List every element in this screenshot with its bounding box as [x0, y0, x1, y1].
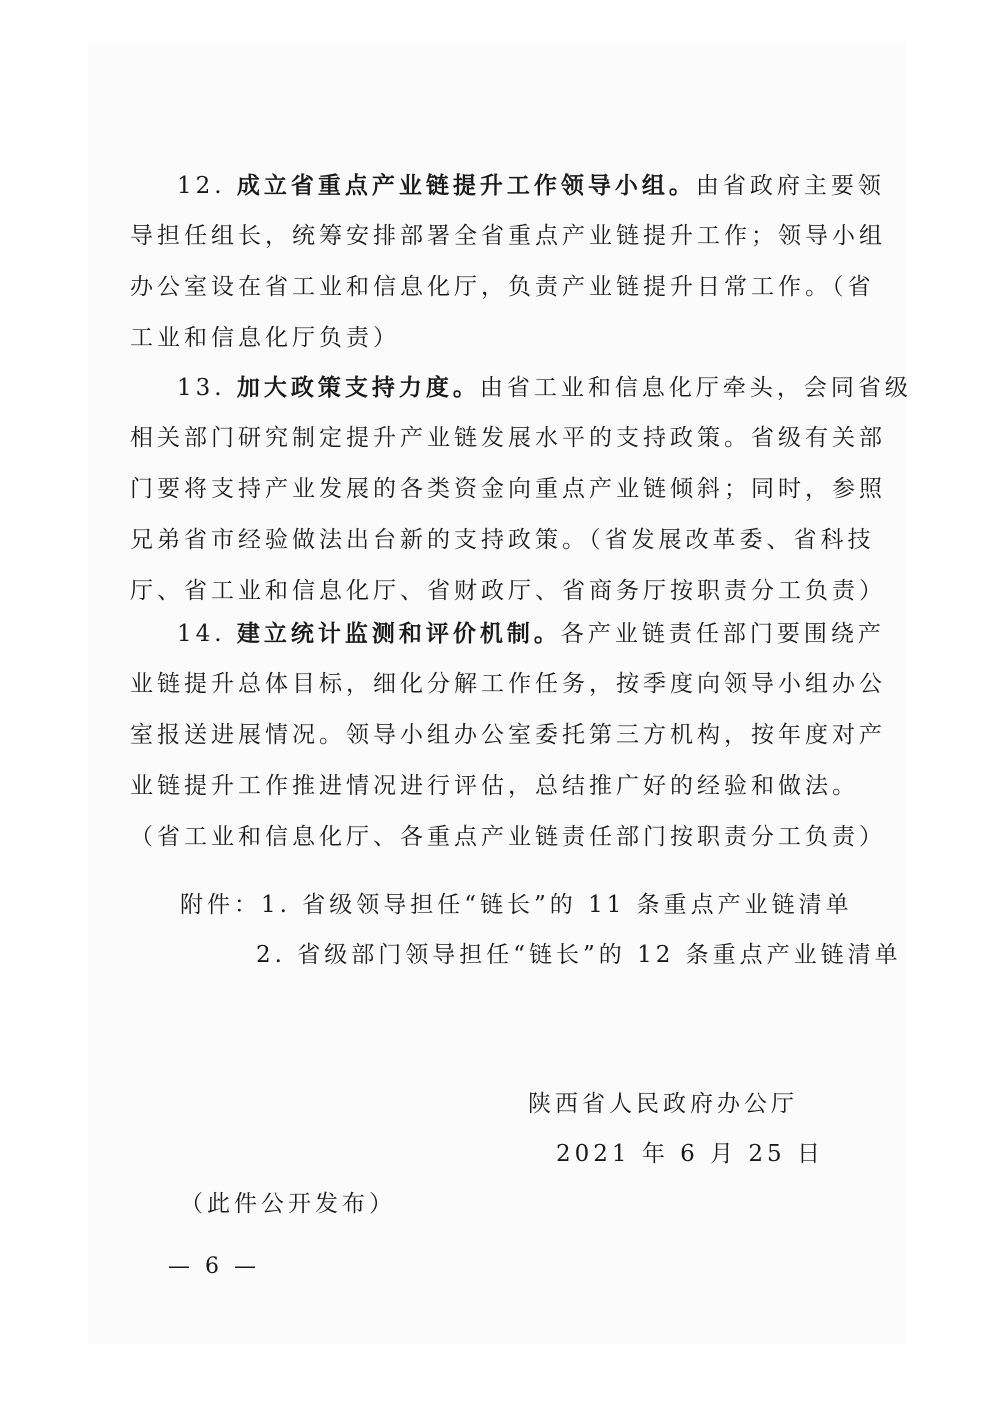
paragraph-line: 厅、省工业和信息化厅、省财政厅、省商务厅按职责分工负责）	[130, 578, 886, 604]
attachments-line-2	[256, 930, 902, 981]
item-number: 12.	[177, 173, 226, 199]
attachment-item-1: 1. 省级领导担任“链长”的 11 条重点产业链清单	[261, 892, 853, 918]
paragraph-line: 工业和信息化厅负责）	[130, 325, 400, 351]
paragraph-item-13	[130, 362, 912, 617]
item-text: 由省政府主要领	[695, 173, 885, 199]
paragraph-line: （省工业和信息化厅、各重点产业链责任部门按职责分工负责）	[130, 824, 886, 850]
item-text: 各产业链责任部门要围绕产	[560, 621, 885, 647]
paragraph-line: 导担任组长，统筹安排部署全省重点产业链提升工作；领导小组	[130, 223, 886, 249]
issuing-organization: 陕西省人民政府办公厅	[528, 1091, 798, 1117]
paragraph-line: 业链提升工作推进情况进行评估，总结推广好的经验和做法。	[130, 773, 859, 799]
paragraph-line	[130, 160, 885, 211]
attachments-line-1	[180, 880, 853, 931]
paragraph-line: 办公室设在省工业和信息化厅，负责产业链提升日常工作。（省	[130, 274, 875, 300]
item-heading: 成立省重点产业链提升工作领导小组。	[236, 172, 696, 199]
paragraph-item-12	[130, 160, 886, 364]
item-number: 14.	[177, 621, 226, 647]
paragraph-line	[130, 362, 912, 413]
item-heading: 建立统计监测和评价机制。	[236, 620, 561, 647]
item-text: 由省工业和信息化厅牵头，会同省级	[479, 375, 912, 401]
issue-date: 2021 年 6 月 25 日	[556, 1141, 824, 1167]
paragraph-line: 门要将支持产业发展的各类资金向重点产业链倾斜；同时，参照	[130, 476, 886, 502]
item-number: 13.	[177, 375, 226, 401]
release-note: （此件公开发布）	[180, 1191, 396, 1217]
paragraph-line: 相关部门研究制定提升产业链发展水平的支持政策。省级有关部	[130, 425, 886, 451]
item-heading: 加大政策支持力度。	[236, 374, 480, 401]
attachments-label: 附件：	[180, 892, 261, 918]
paragraph-line: 室报送进展情况。领导小组办公室委托第三方机构，按年度对产	[130, 722, 886, 748]
page-number: — 6 —	[168, 1254, 260, 1279]
attachment-item-2: 2. 省级部门领导担任“链长”的 12 条重点产业链清单	[256, 942, 902, 968]
paragraph-line: 业链提升总体目标，细化分解工作任务，按季度向领导小组办公	[130, 671, 886, 697]
paragraph-line: 兄弟省市经验做法出台新的支持政策。（省发展改革委、省科技	[130, 527, 875, 553]
paragraph-line	[130, 608, 885, 659]
paragraph-item-14	[130, 608, 886, 863]
